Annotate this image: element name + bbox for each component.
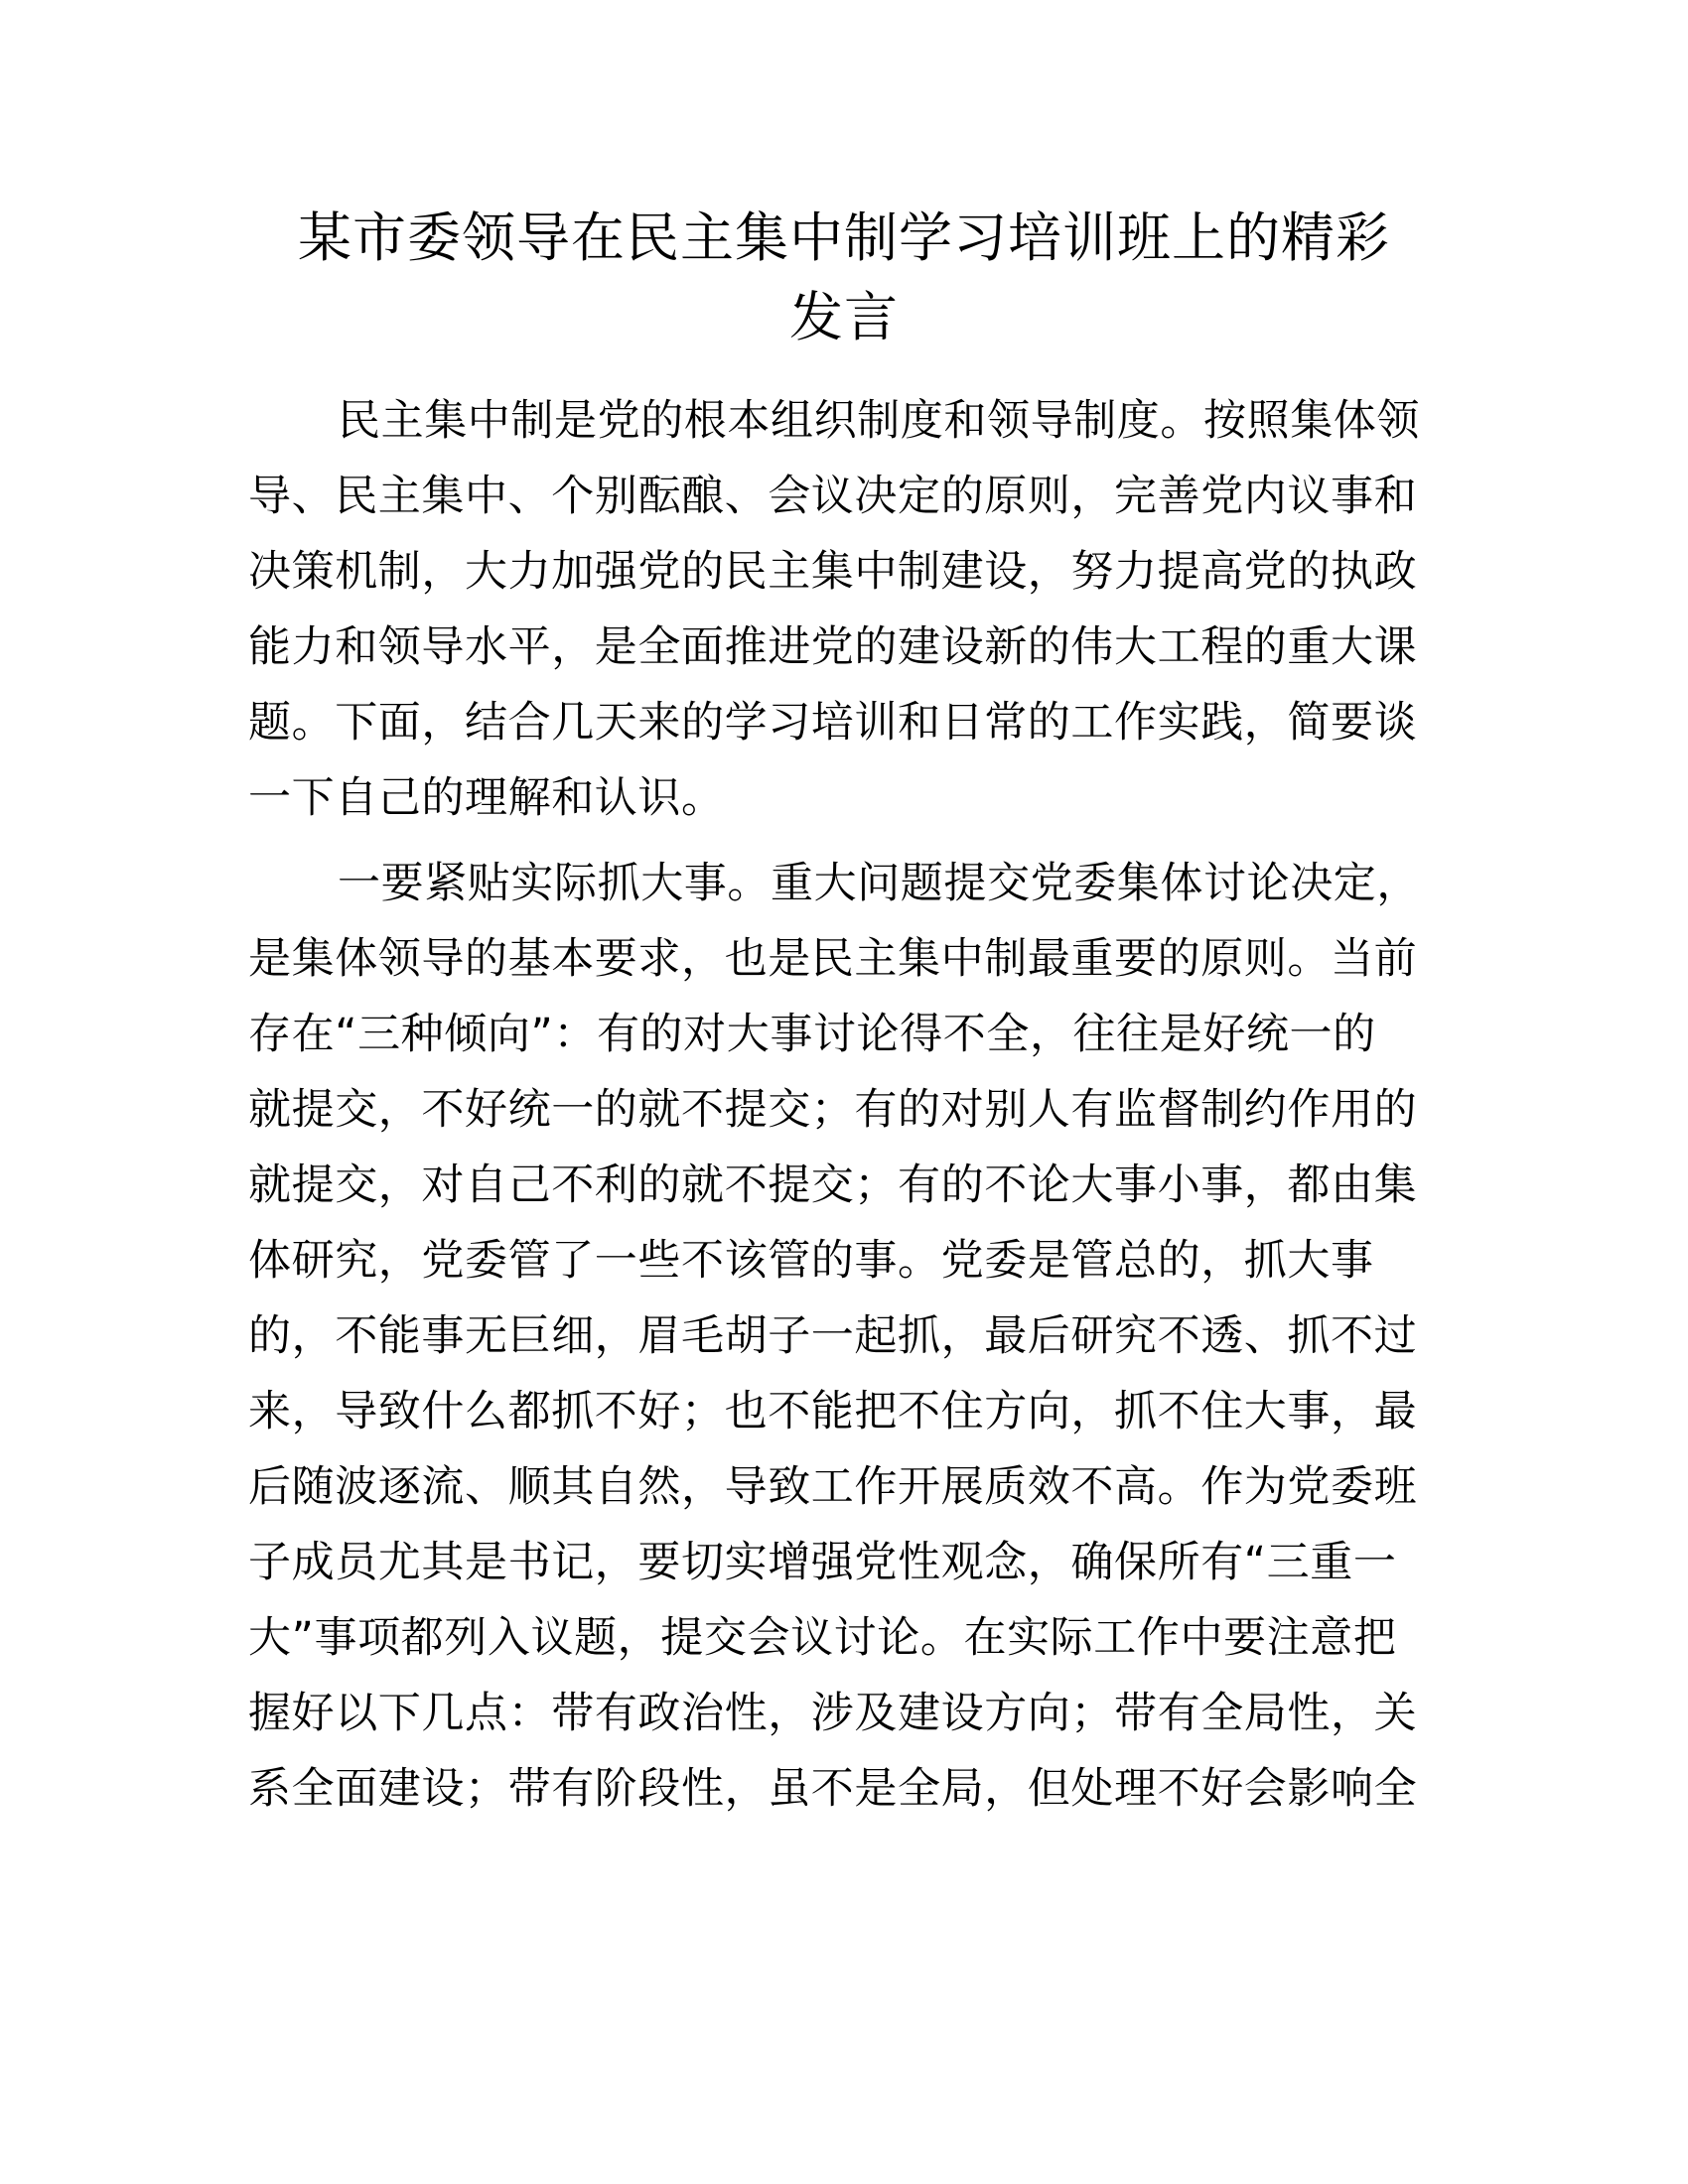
title-line-1: 某市委领导在民主集中制学习培训班上的精彩: [298, 206, 1390, 269]
text-line: 一下自己的理解和认识。: [248, 773, 725, 823]
text-line: 民主集中制是党的根本组织制度和领导制度。按照集体领: [338, 396, 1420, 446]
document-body: [248, 383, 1440, 1827]
text-line: 系全面建设；带有阶段性，虽不是全局，但处理不好会影响全: [248, 1764, 1418, 1814]
text-line: 决策机制，大力加强党的民主集中制建设，努力提高党的执政: [248, 547, 1418, 597]
title-line-2: 发言: [789, 286, 899, 348]
text-line: 导、民主集中、个别酝酿、会议决定的原则，完善党内议事和: [248, 472, 1418, 521]
text-line: 一要紧贴实际抓大事。重大问题提交党委集体讨论决定，: [338, 859, 1420, 908]
text-line: 题。下面，结合几天来的学习培训和日常的工作实践，简要谈: [248, 698, 1418, 748]
text-line: 体研究，党委管了一些不该管的事。党委是管总的，抓大事: [248, 1236, 1374, 1286]
paragraph-intro: [248, 383, 1440, 836]
text-line: 握好以下几点：带有政治性，涉及建设方向；带有全局性，关: [248, 1689, 1418, 1738]
text-line: 后随波逐流、顺其自然，导致工作开展质效不高。作为党委班: [248, 1462, 1418, 1512]
paragraph-point-one: [248, 846, 1440, 1827]
text-line: 就提交，不好统一的就不提交；有的对别人有监督制约作用的: [248, 1085, 1418, 1135]
text-line: 是集体领导的基本要求，也是民主集中制最重要的原则。当前: [248, 934, 1418, 984]
text-line: 大”事项都列入议题，提交会议讨论。在实际工作中要注意把: [248, 1613, 1397, 1663]
text-line: 存在“三种倾向”：有的对大事讨论得不全，往往是好统一的: [248, 1010, 1376, 1059]
text-line: 来，导致什么都抓不好；也不能把不住方向，抓不住大事，最: [248, 1387, 1418, 1436]
text-line: 子成员尤其是书记，要切实增强党性观念，确保所有“三重一: [248, 1538, 1397, 1587]
text-line: 就提交，对自己不利的就不提交；有的不论大事小事，都由集: [248, 1160, 1418, 1210]
document-title: [248, 199, 1440, 357]
text-line: 的，不能事无巨细，眉毛胡子一起抓，最后研究不透、抓不过: [248, 1311, 1418, 1361]
text-line: 能力和领导水平，是全面推进党的建设新的伟大工程的重大课: [248, 622, 1418, 672]
